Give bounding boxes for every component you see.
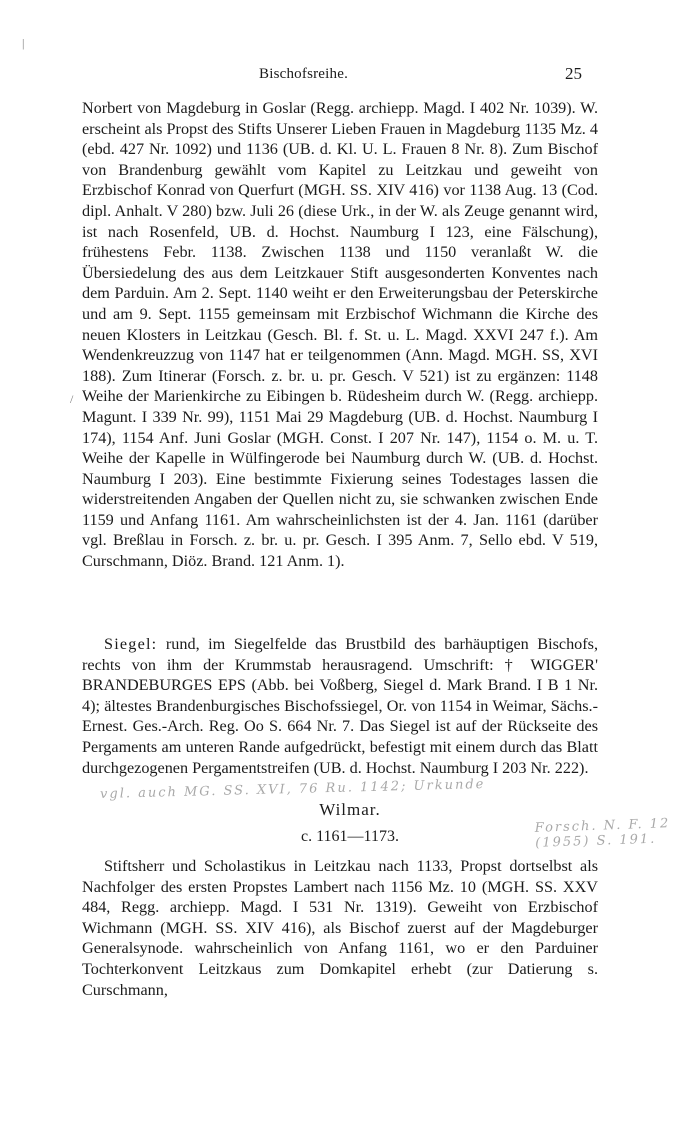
siegel-label: Siegel: — [104, 635, 158, 653]
handwritten-annotation: vgl. auch MG. SS. XVI, 76 Ru. 1142; Urkunde — [99, 776, 486, 803]
handwritten-annotation: Forsch. N. F. 12 (1955) S. 191. — [534, 816, 671, 851]
running-head: Bischofsreihe. — [259, 66, 349, 82]
margin-mark: | — [22, 36, 25, 50]
entry-heading: Wilmar. — [319, 800, 381, 819]
margin-mark: / — [70, 392, 74, 406]
paragraph-wilmar: Stiftsherr und Scholastikus in Leitzkau nach 1133, Propst dortselbst als Nachfolger des ersten Propstes Lambert nach 1156 Mz. 10 (MGH. SS. XXV 484, Regg. archiepp. Magd. I 531 Nr. 1319). Geweiht von Erzbischof Wichmann (MGH. SS. XIV 416), als Bischof zuerst auf der Magdeburger Generalsynode. wahrscheinlich von Anfang 1161, wo er den Parduiner Tochterkonvent Leitzkaus zum Domkapitel erhebt (zur Datierung s. Curschmann, — [82, 857, 598, 999]
page-number: 25 — [565, 64, 582, 83]
siegel-text: rund, im Siegelfelde das Brustbild des barhäuptigen Bischofs, rechts von ihm der Krummstab herausragend. Umschrift: † WIGGER' BRANDEBURGES EPS (Abb. bei Voßberg, Siegel d. Mark Brand. I B 1 Nr. 4); ältestes Brandenburgisches Bischofssiegel, Or. von 1154 in Weimar, Sächs.-Ernest. Ges.-Arch. Reg. Oo S. 664 Nr. 7. Das Siegel ist auf der Rückseite des Pergaments am unteren Rande aufgedrückt, befestigt mit einem durch das Blatt durchgezogenen Pergamentstreifen (UB. d. Hochst. Naumburg I 203 Nr. 222). — [82, 635, 598, 777]
paragraph-siegel — [82, 634, 598, 778]
paragraph-norbert: Norbert von Magdeburg in Goslar (Regg. archiepp. Magd. I 402 Nr. 1039). W. erscheint als Propst des Stifts Unserer Lieben Frauen in Magdeburg 1135 Mz. 4 (ebd. 427 Nr. 1092) und 1136 (UB. d. Kl. U. L. Frauen 8 Nr. 8). Zum Bischof von Brandenburg gewählt vom Kapitel zu Leitzkau und geweiht von Erzbischof Konrad von Querfurt (MGH. SS. XIV 416) vor 1138 Aug. 13 (Cod. dipl. Anhalt. V 280) bzw. Juli 26 (diese Urk., in der W. als Zeuge genannt wird, ist nach Rosenfeld, UB. d. Hochst. Naumburg I 123, eine Fälschung), frühestens Febr. 1138. Zwischen 1138 und 1150 veranlaßt W. die Übersiedelung des aus dem Leitzkauer Stift ausgesonderten Konventes nach dem Parduin. Am 2. Sept. 1140 weiht er den Erweiterungsbau der Peterskirche und am 9. Sept. 1155 gemeinsam mit Erzbischof Wichmann die Kirche des neuen Klosters in Leitzkau (Gesch. Bl. f. St. u. L. Magd. XXVI 247 f.). Am Wendenkreuzzug von 1147 hat er teilgenommen (Ann. Magd. MGH. SS, XVI 188). Zum Itinerar (Forsch. z. br. u. pr. Gesch. V 521) ist zu ergänzen: 1148 Weihe der Marienkirche zu Eibingen b. Rüdesheim durch W. (Regg. archiepp. Magunt. I 339 Nr. 99), 1151 Mai 29 Magdeburg (UB. d. Hochst. Naumburg I 174), 1154 Anf. Juni Goslar (MGH. Const. I 207 Nr. 147), 1154 o. M. u. T. Weihe der Kapelle in Wülfingerode bei Naumburg durch W. (UB. d. Hochst. Naumburg I 203). Eine bestimmte Fixierung seines Todestages lassen die widerstreitenden Angaben der Quellen nicht zu, sie schwanken zwischen Ende 1159 und Anfang 1161. Am wahrscheinlichsten ist der 4. Jan. 1161 (darüber vgl. Breßlau in Forsch. z. br. u. pr. Gesch. I 395 Anm. 7, Sello ebd. V 519, Curschmann, Diöz. Brand. 121 Anm. 1). — [82, 99, 598, 571]
entry-date: c. 1161—1173. — [301, 828, 399, 845]
